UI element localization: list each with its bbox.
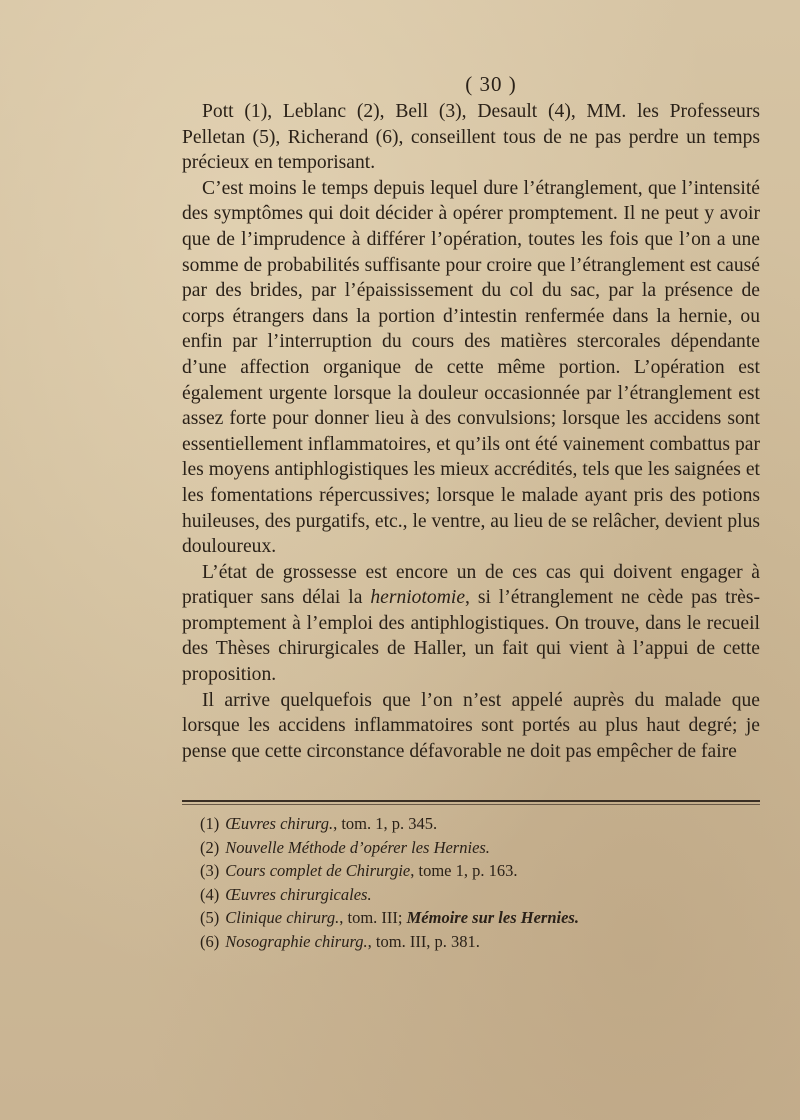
paragraph-4: Il arrive quelquefois que l’on n’est appelé auprès du malade que lorsque les accidens inflammatoires sont portés au plus haut degré; je pense que cette circonstance défavorable ne doit pas empêcher de faire [182,689,760,762]
footnote-number: (6) [200,931,220,951]
footnote-number: (2) [200,837,220,857]
footnote-number: (4) [200,884,220,904]
footnote-3 [200,859,760,883]
footnote-title: Œuvres chirurg. [225,814,334,833]
footnotes [200,812,760,953]
footnote-title: Clinique chirurg. [225,908,340,927]
footnote-number: (3) [200,861,220,880]
footnote-detail: , tome 1, p. 163. [410,861,518,880]
paragraph-3 [182,560,760,688]
footnote-detail: , tom. III; [339,908,407,927]
paragraph-1: Pott (1), Leblanc (2), Bell (3), Desault (4), MM. les Professeurs Pelletan (5), Richerand (6), conseillent tous de ne pas perdre un temps précieux en temporisant. [182,101,760,174]
paragraph-3-after: , si l’étranglement ne cède pas très-promptement à l’emploi des antiphlogistiques. On trouve, dans le recueil des Thèses chirurgicales de Haller, un fait qui vient à l’appui de cette proposition. [182,587,760,686]
footnote-number: (1) [200,814,220,833]
footnote-title: Nouvelle Méthode d’opérer les Hernies. [225,837,490,857]
page-number: ( 30 ) [465,72,517,96]
footnote-2 [200,836,760,860]
footnote-title-2: Mémoire sur les Hernies. [406,908,579,927]
footnote-rule-thin [182,804,760,805]
footnote-title: Nosographie chirurg. [225,931,368,951]
footnote-rule [182,800,760,802]
footnote-5 [200,906,760,930]
footnote-1 [200,812,760,836]
main-text [182,72,760,764]
footnote-4 [200,883,760,907]
paragraph-2: C’est moins le temps depuis lequel dure l’étranglement, que l’intensité des symptômes qui doit décider à opérer promptement. Il ne peut y avoir que de l’imprudence à différer l’opération, toutes les fois que l’on a une somme de probabilités suffisante pour croire que l’étranglement est causé par des brides, par l’épaississement du col du sac, par la présence de corps étrangers dans la portion d’intestin renfermée dans la hernie, ou enfin par l’interruption du cours des matières stercorales dépendante d’une affection organique de cette même portion. L’opération est également urgente lorsque la douleur occasionnée par l’étranglement est assez forte pour donner lieu à des convulsions; lorsque les accidens sont essentiellement inflammatoires, et qu’ils ont été vainement combattus par les moyens antiphlogistiques les mieux accrédités, tels que les saignées et les fomentations répercussives; lorsque le malade ayant pris des potions huileuses, des purgatifs, etc., le ventre, au lieu de se relâcher, devient plus douloureux. [182,177,760,558]
footnote-detail: , tom. III, p. 381. [367,931,480,951]
footnote-title: Cours complet de Chirurgie [225,861,411,880]
paragraph-3-before: L’état de grossesse est encore un de ces cas qui doivent engager à pratiquer sans délai la [182,561,760,609]
footnote-detail: , tom. 1, p. 345. [333,814,438,833]
footnote-title: Œuvres chirurgicales. [225,884,372,904]
footnote-number: (5) [200,908,220,927]
paragraph-3-italic: herniotomie [370,587,466,609]
footnote-6 [200,930,760,954]
